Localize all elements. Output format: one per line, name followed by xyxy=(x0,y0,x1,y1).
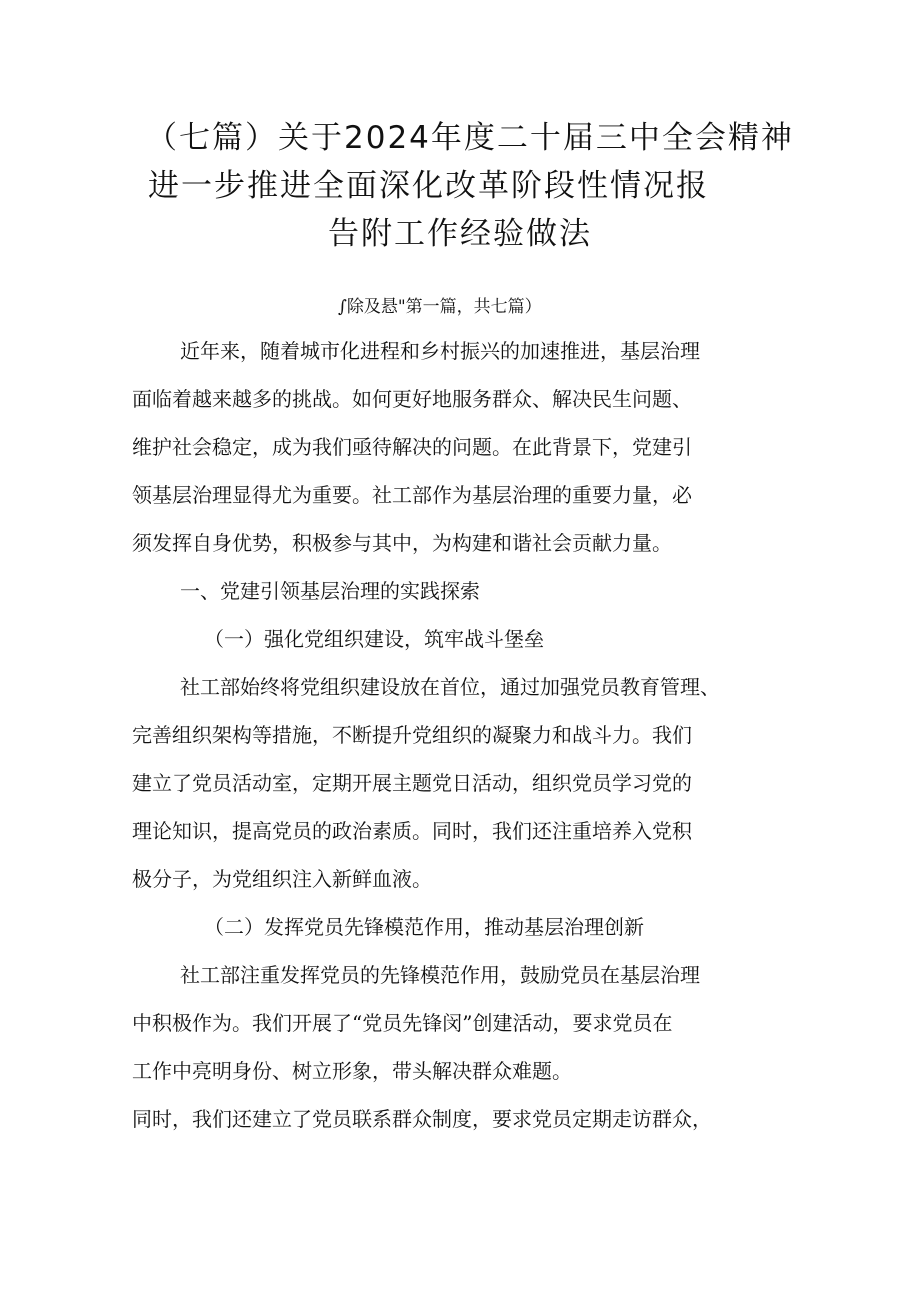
paragraph-1-line-2: 面临着越来越多的挑战。如何更好地服务群众、解决民生问题、 xyxy=(132,387,692,411)
paragraph-2-line-4: 理论知识，提高党员的政治素质。同时，我们还注重培养入党积 xyxy=(132,819,692,843)
paragraph-2-line-3: 建立了党员活动室，定期开展主题党日活动，组织党员学习党的 xyxy=(132,771,692,795)
paragraph-2-line-1: 社工部始终将党组织建设放在首位，通过加强党员教育管理、 xyxy=(180,675,720,699)
section-heading-1: 一、党建引领基层治理的实践探索 xyxy=(180,579,480,603)
paragraph-3-line-3: 工作中亮明身份、树立形象，带头解决群众难题。 xyxy=(132,1059,572,1083)
document-subtitle-note: ∫除及悬"第一篇，共七篇） xyxy=(338,297,542,317)
paragraph-3-line-2: 中积极作为。我们开展了“党员先锋闵”创建活动，要求党员在 xyxy=(132,1011,673,1035)
subsection-heading-2: （二）发挥党员先锋模范作用，推动基层治理创新 xyxy=(204,915,644,939)
paragraph-1-line-5: 须发挥自身优势，积极参与其中，为构建和谐社会贡献力量。 xyxy=(132,531,672,555)
document-title-line-1: （七篇）关于2024年度二十届三中全会精神 xyxy=(146,120,794,156)
paragraph-1-line-4: 领基层治理显得尤为重要。社工部作为基层治理的重要力量，必 xyxy=(132,483,692,507)
subsection-heading-1: （一）强化党组织建设，筑牢战斗堡垒 xyxy=(204,627,544,651)
document-title-line-3: 告附工作经验做法 xyxy=(328,216,592,252)
paragraph-2-line-2: 完善组织架构等措施，不断提升党组织的凝聚力和战斗力。我们 xyxy=(132,723,692,747)
paragraph-1-line-1: 近年来，随着城市化进程和乡村振兴的加速推进，基层治理 xyxy=(180,339,700,363)
paragraph-3-line-1: 社工部注重发挥党员的先锋模范作用，鼓励党员在基层治理 xyxy=(180,963,700,987)
document-title-line-2: 进一步推进全面深化改革阶段性情况报 xyxy=(148,168,709,204)
paragraph-1-line-3: 维护社会稳定，成为我们亟待解决的问题。在此背景下，党建引 xyxy=(132,435,692,459)
paragraph-4-line-1: 同时，我们还建立了党员联系群众制度，要求党员定期走访群众， xyxy=(132,1107,712,1131)
paragraph-2-line-5: 极分子，为党组织注入新鲜血液。 xyxy=(132,867,432,891)
